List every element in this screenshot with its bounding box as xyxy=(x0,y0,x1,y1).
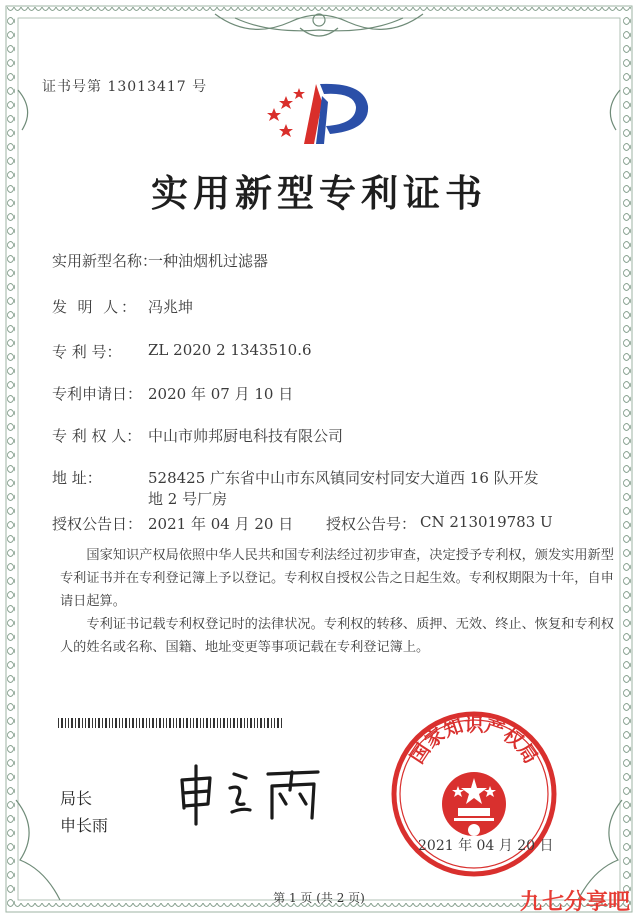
cnipa-logo-icon xyxy=(264,80,374,152)
top-ornament xyxy=(215,14,423,36)
address-value-line1: 528425 广东省中山市东风镇同安村同安大道西 16 队开发 xyxy=(148,469,539,487)
patent-number-value: ZL 2020 2 1343510.6 xyxy=(148,341,312,359)
certificate-number-label: 证书号第 xyxy=(42,79,102,95)
handwritten-signature xyxy=(172,762,332,826)
patentee-value: 中山市帅邦厨电科技有限公司 xyxy=(148,427,344,445)
patent-number-label: 专 利 号： xyxy=(52,343,122,361)
certificate-number-suffix: 号 xyxy=(192,79,208,95)
certificate-number-value: 13013417 xyxy=(107,79,187,95)
name-label: 实用新型名称： xyxy=(52,252,158,270)
grant-date-label: 授权公告日： xyxy=(52,515,143,533)
grant-number-label: 授权公告号： xyxy=(326,515,417,533)
filing-date-value: 2020 年 07 月 10 日 xyxy=(148,385,294,403)
page-number: 第 1 页 (共 2 页) xyxy=(273,891,365,905)
watermark: 九七分享吧 xyxy=(519,890,630,915)
seal-date: 2021 年 04 月 20 日 xyxy=(418,838,554,854)
inventor-label: 发 明 人： xyxy=(52,298,136,316)
name-value: 一种油烟机过滤器 xyxy=(148,252,269,270)
address-label: 地 址： xyxy=(52,469,102,487)
page-title: 实用新型专利证书 xyxy=(151,171,487,215)
filing-date-label: 专利申请日： xyxy=(52,385,143,403)
body-paragraph-2: 专利证书记载专利权登记时的法律状况。专利权的转移、质押、无效、终止、恢复和专利权人的姓名或名称、国籍、地址变更等事项记载在专利登记簿上。 xyxy=(60,617,614,655)
certificate-number xyxy=(42,76,207,96)
grant-number-value: CN 213019783 U xyxy=(420,513,553,531)
national-emblem-icon xyxy=(442,772,506,836)
inventor-value: 冯兆坤 xyxy=(148,298,194,316)
address-value-line2: 地 2 号厂房 xyxy=(148,490,228,508)
svg-text:国家知识产权局 xyxy=(406,713,542,768)
body-paragraph-1: 国家知识产权局依照中华人民共和国专利法经过初步审查，决定授予专利权，颁发实用新型专利证书并在专利登记簿上予以登记。专利权自授权公告之日起生效。专利权期限为十年，自申请日起算。 xyxy=(60,548,614,609)
director-title: 局长 xyxy=(60,789,93,808)
patentee-label: 专 利 权 人： xyxy=(52,427,142,445)
director-name: 申长雨 xyxy=(60,816,109,835)
seal-text: 国家知识产权局 xyxy=(406,713,542,768)
barcode xyxy=(58,718,284,728)
grant-date-value: 2021 年 04 月 20 日 xyxy=(148,515,294,533)
